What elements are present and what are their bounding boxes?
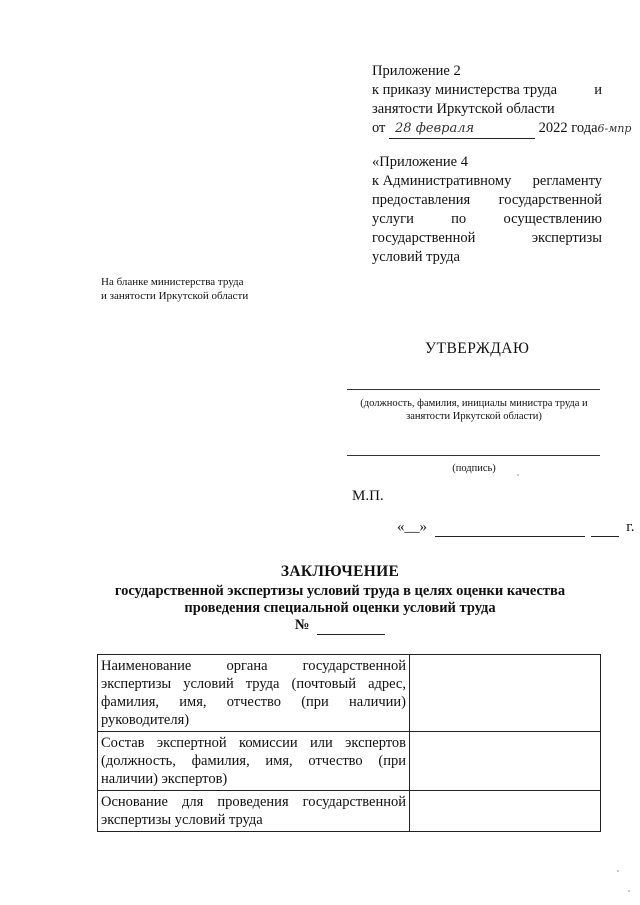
handwritten-date: 28 февраля: [389, 119, 535, 139]
row-label: Основание для проведения государственной экспертизы условий труда: [98, 791, 410, 832]
document-subtitle-line-1: государственной экспертизы условий труда в целях оценки качества: [114, 583, 566, 599]
appendix-year: 2022 года: [538, 120, 598, 136]
reg-line-4-c: осуществлению: [503, 211, 602, 227]
appendix-line-1: Приложение 2: [372, 63, 461, 79]
reg-line-4-a: услуги: [372, 211, 414, 227]
letterhead-note: [101, 275, 248, 303]
document-subtitle-line-2: проведения специальной оценки условий труда: [184, 600, 496, 616]
handwritten-order-number: 6-мпр: [597, 122, 632, 135]
position-signature-line: [347, 389, 600, 390]
reg-line-3-left: предоставления: [372, 192, 471, 208]
reg-line-2-right: регламенту: [532, 173, 602, 189]
reg-line-2: [372, 172, 602, 191]
reg-line-5-right: экспертизы: [531, 230, 602, 246]
appendix-line-2: [372, 81, 602, 100]
signature-caption: (подпись): [452, 463, 496, 474]
table-row: [98, 791, 601, 832]
reg-line-4-b: по: [451, 211, 467, 227]
scan-speck: [628, 890, 630, 892]
row-label: Наименование органа государственной экспертизы условий труда (почтовый адрес, фамилия, имя, отчество (при наличии) руководителя): [98, 655, 410, 732]
reg-line-2-left: к Административному: [372, 173, 512, 189]
letterhead-note-line-1: На бланке министерства труда: [101, 276, 244, 288]
reg-line-3: [372, 191, 602, 210]
appendix-block: [372, 62, 632, 139]
row-value-field: [410, 791, 601, 832]
scan-speck: [617, 870, 619, 872]
letterhead-note-line-2: и занятости Иркутской области: [101, 290, 249, 302]
appendix-date-prefix: от: [372, 120, 386, 136]
reg-line-5-left: государственной: [372, 230, 476, 246]
row-label: Состав экспертной комиссии или экспертов (должность, фамилия, имя, отчество (при наличии) экспертов): [98, 732, 410, 791]
appendix-line-4: [372, 119, 632, 139]
reg-line-4: [372, 210, 602, 229]
stamp-place: М.П.: [352, 488, 384, 504]
approval-date-line: [397, 519, 634, 537]
row-value-field: [410, 655, 601, 732]
table-row: [98, 655, 601, 732]
position-caption-line-2: занятости Иркутской области): [406, 411, 542, 422]
document-title: ЗАКЛЮЧЕНИЕ: [280, 563, 400, 580]
regulation-appendix-block: [372, 153, 602, 267]
conclusion-table: [97, 654, 601, 832]
date-month-field: [435, 519, 585, 537]
reg-line-3-right: государственной: [498, 192, 602, 208]
reg-line-5: [372, 229, 602, 248]
date-day-field: «__»: [397, 519, 427, 535]
position-caption-line-1: (должность, фамилия, инициалы министра труда и: [360, 398, 588, 409]
date-year-field: [591, 519, 619, 537]
appendix-line-3: занятости Иркутской области: [372, 101, 555, 117]
approval-heading: УТВЕРЖДАЮ: [425, 340, 530, 357]
number-sign: №: [294, 617, 310, 633]
document-number: [100, 617, 580, 635]
reg-line-6: условий труда: [372, 249, 460, 265]
appendix-line-2-right: и: [594, 82, 602, 98]
position-caption: [345, 397, 603, 423]
appendix-line-2-left: к приказу министерства труда: [372, 82, 558, 98]
scan-speck: [517, 474, 519, 476]
date-suffix: г.: [626, 519, 635, 535]
reg-line-1: «Приложение 4: [372, 154, 468, 170]
number-field: [317, 617, 385, 635]
table-row: [98, 732, 601, 791]
signature-line: [347, 455, 600, 456]
row-value-field: [410, 732, 601, 791]
